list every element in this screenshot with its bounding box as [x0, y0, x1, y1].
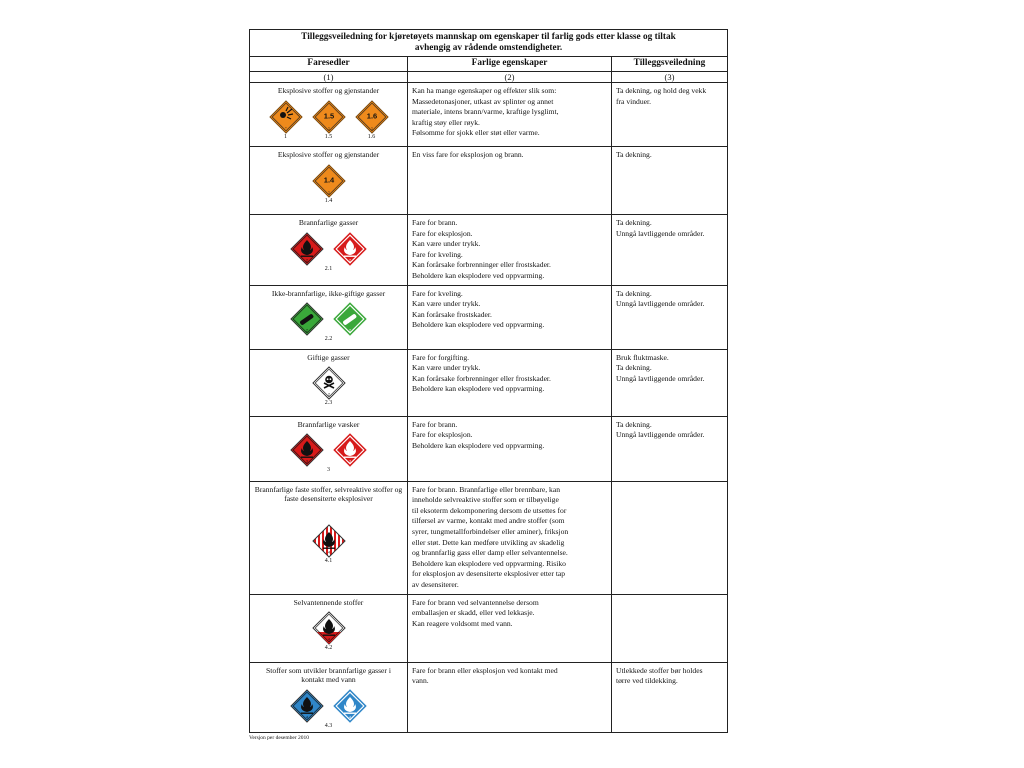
hazard-property-line: Kan være under trykk.: [412, 299, 481, 309]
bomb-explosion-icon: [269, 100, 303, 134]
hazard-label-cell: [250, 215, 408, 286]
placard: [290, 302, 324, 336]
hazard-property-line: eller støt. Dette kan medføre utvikling av skadelig: [412, 537, 565, 547]
guidance-line: Ta dekning.: [616, 218, 652, 227]
placard: [333, 232, 367, 266]
table-title: [250, 30, 728, 57]
hazard-property-line: Fare for eksplosjon.: [412, 430, 473, 440]
guidance-cell: [612, 416, 728, 481]
hazard-property-line: inneholde selvreaktive stoffer som er tilbøyelige: [412, 495, 559, 505]
placard-class-number: 2: [349, 328, 351, 333]
hazard-property-line: tilførsel av varme, kontakt med andre stoffer (som: [412, 516, 565, 526]
hazard-class-name: Eksplosive stoffer og gjenstander: [277, 86, 380, 95]
division-1-6-icon: [355, 100, 389, 134]
hazard-property-line: Beholdere kan eksplodere ved oppvarming.: [412, 440, 545, 450]
placard-label: 1.5: [324, 133, 333, 140]
column-header-faresedler: Faresedler: [250, 57, 408, 72]
placard: [355, 100, 389, 141]
hazard-label-cell: [250, 147, 408, 215]
guidance-cell: [612, 147, 728, 215]
guidance-line: Unngå lavtliggende områder.: [616, 373, 705, 383]
placard-division-text: 1.5: [323, 111, 334, 120]
guidance-cell: [612, 285, 728, 349]
hazard-label-cell: [250, 349, 408, 416]
hazard-property-line: Fare for kveling.: [412, 288, 463, 298]
guidance-line: Ta dekning, og hold deg vekk: [616, 86, 707, 95]
hazard-class-name: Brannfarlige væsker: [297, 419, 360, 429]
guidance-line: tørre ved tildekking.: [616, 676, 678, 686]
hazard-division-number: 2.3: [324, 400, 333, 407]
hazard-division-number: 4.2: [324, 645, 333, 652]
document-page: [249, 29, 727, 741]
hazard-property-line: Fare for kveling.: [412, 249, 463, 259]
column-header-tilleggsveiledning: Tilleggsveiledning: [612, 57, 728, 72]
table-title-line-1: Tilleggsveiledning for kjøretøyets mannskap om egenskaper til farlig gods etter klasse og tiltak: [301, 32, 676, 42]
placard-class-number: 4: [327, 550, 330, 555]
hazard-property-line: Fare for forgifting.: [412, 352, 470, 362]
table-title-line-2: avhengig av rådende omstendigheter.: [414, 43, 563, 53]
placard-division-text: 1.4: [323, 175, 334, 184]
table-row: [250, 349, 728, 416]
placard-class-number: 4: [327, 637, 330, 642]
placard-class-number: 1: [327, 190, 330, 194]
placard: [290, 689, 324, 723]
guidance-line: Utlekkede stoffer bør holdes: [616, 665, 703, 675]
hazard-property-line: vann.: [412, 676, 429, 686]
hazard-property-line: Beholdere kan eksplodere ved oppvarming.: [412, 270, 545, 280]
guidance-line: Unngå lavtliggende områder.: [616, 299, 705, 309]
guidance-table: [249, 29, 728, 733]
hazard-property-line: emballasjen er skadd, eller ved lekkasje.: [412, 608, 535, 618]
hazard-class-name: Ikke-brannfarlige, ikke-giftige gasser: [271, 288, 386, 298]
table-row: [250, 285, 728, 349]
flame-icon: [333, 689, 367, 723]
table-row: [250, 83, 728, 147]
column-number-1: (1): [250, 72, 408, 83]
hazard-division-number: 2.1: [324, 265, 333, 272]
hazard-properties-cell: [408, 349, 612, 416]
table-row: [250, 594, 728, 662]
guidance-cell: [612, 662, 728, 732]
hazard-properties-cell: [408, 662, 612, 732]
placard-label: 1.6: [367, 133, 376, 140]
hazard-division-number: 4.3: [324, 722, 333, 729]
placard-class-number: 3: [349, 459, 351, 464]
hazard-property-line: Beholdere kan eksplodere ved oppvarming. Risiko: [412, 558, 566, 568]
placard-division-text: 1.6: [366, 111, 377, 120]
hazard-property-line: En viss fare for eksplosjon og brann.: [412, 150, 524, 159]
hazard-property-line: til eksoterm dekomponering dersom de utsettes for: [412, 505, 567, 515]
placard-class-number: 2: [306, 258, 308, 262]
placard-class-number: 1: [327, 126, 330, 130]
hazard-division-number: 1.4: [324, 197, 333, 204]
table-row: [250, 662, 728, 732]
placard: [290, 232, 324, 266]
guidance-line: fra vinduer.: [616, 96, 652, 106]
placard-class-number: 4: [306, 715, 308, 720]
guidance-line: Ta dekning.: [616, 288, 652, 298]
hazard-class-name: Selvantennende stoffer: [293, 597, 364, 607]
placard: [269, 100, 303, 141]
hazard-label-cell: [250, 416, 408, 481]
guidance-line: Unngå lavtliggende områder.: [616, 228, 705, 238]
placard-label: 1: [284, 133, 287, 140]
hazard-property-line: Følsomme for sjokk eller støt eller varme.: [412, 128, 540, 138]
hazard-property-line: Beholdere kan eksplodere ved oppvarming.: [412, 320, 545, 330]
placard-class-number: 2: [306, 328, 308, 333]
flame-icon: [290, 689, 324, 723]
hazard-class-name: Giftige gasser: [307, 352, 350, 362]
hazard-label-cell: [250, 662, 408, 732]
hazard-property-line: kraftig støy eller røyk.: [412, 117, 480, 127]
placard: [312, 611, 346, 645]
flame-icon: [290, 232, 324, 266]
hazard-property-line: av desensiterer.: [412, 579, 459, 589]
hazard-division-number: 4.1: [324, 557, 333, 564]
placard: [312, 164, 346, 198]
guidance-line: Ta dekning.: [616, 363, 652, 373]
hazard-property-line: Kan forårsake forbrenninger eller frostskader.: [412, 260, 551, 270]
hazard-property-line: Kan ha mange egenskaper og effekter slik som:: [412, 86, 557, 95]
flame-icon: [290, 433, 324, 467]
placard: [333, 689, 367, 723]
hazard-label-cell: [250, 481, 408, 594]
placard-class-number: 2: [327, 392, 330, 397]
placard-group: [254, 164, 403, 198]
guidance-cell: [612, 83, 728, 147]
version-note: Versjon per desember 2010: [249, 734, 310, 741]
hazard-properties-cell: [408, 285, 612, 349]
placard-class-number: 3: [306, 459, 308, 464]
placard: [290, 433, 324, 467]
hazard-properties-cell: [408, 594, 612, 662]
guidance-line: Ta dekning.: [616, 419, 652, 429]
placard-group: [254, 366, 403, 400]
table-row: [250, 147, 728, 215]
placard-class-number: 1: [370, 126, 373, 130]
placard: [333, 433, 367, 467]
hazard-property-line: Kan forårsake frostskader.: [412, 309, 492, 319]
hazard-properties-cell: [408, 215, 612, 286]
placard-class-number: *: [284, 126, 287, 130]
hazard-property-line: Fare for brann.: [412, 218, 458, 227]
hazard-properties-cell: [408, 416, 612, 481]
hazard-property-line: syrer, tungmetallforbindelser eller aminer), friksjon: [412, 526, 569, 536]
column-header-farlige-egenskaper: Farlige egenskaper: [408, 57, 612, 72]
guidance-cell: [612, 215, 728, 286]
placard-group: [254, 433, 403, 467]
guidance-cell: [612, 349, 728, 416]
column-number-2: (2): [408, 72, 612, 83]
flame-icon: [312, 611, 346, 645]
hazard-properties-cell: [408, 481, 612, 594]
placard: [312, 366, 346, 400]
hazard-property-line: og brannfarlig gass eller damp eller selvantennelse.: [412, 548, 568, 558]
gas-cylinder-icon: [290, 302, 324, 336]
column-number-3: (3): [612, 72, 728, 83]
hazard-property-line: Kan være under trykk.: [412, 363, 481, 373]
hazard-property-line: Fare for eksplosjon.: [412, 228, 473, 238]
placard-group: [254, 611, 403, 645]
table-row: [250, 481, 728, 594]
flame-icon: [333, 232, 367, 266]
table-row: [250, 215, 728, 286]
placard: [333, 302, 367, 336]
hazard-class-name: Stoffer som utvikler brannfarlige gasser i kontakt med vann: [266, 665, 391, 685]
hazard-property-line: Fare for brann.: [412, 419, 458, 429]
placard: [312, 524, 346, 558]
flame-striped-icon: [312, 524, 346, 558]
hazard-property-line: Kan reagere voldsomt med vann.: [412, 618, 513, 628]
guidance-line: Unngå lavtliggende områder.: [616, 430, 705, 440]
placard: [312, 100, 346, 141]
placard-class-number: 4: [349, 715, 351, 720]
hazard-properties-cell: [408, 147, 612, 215]
placard-group: [254, 100, 403, 141]
hazard-label-cell: [250, 83, 408, 147]
hazard-property-line: Massedetonasjoner, utkast av splinter og annet: [412, 96, 554, 106]
hazard-property-line: Fare for brann ved selvantennelse dersom: [412, 597, 539, 607]
placard-group: [254, 689, 403, 723]
hazard-property-line: Kan forårsake forbrenninger eller frostskader.: [412, 373, 551, 383]
hazard-properties-cell: [408, 83, 612, 147]
hazard-class-name: Eksplosive stoffer og gjenstander: [277, 150, 380, 159]
skull-crossbones-icon: [312, 366, 346, 400]
hazard-label-cell: [250, 594, 408, 662]
division-1-4-icon: [312, 164, 346, 198]
hazard-property-line: Fare for brann eller eksplosjon ved kontakt med: [412, 665, 558, 675]
hazard-class-name: Brannfarlige faste stoffer, selvreaktive stoffer og faste desensiterte eksplosiver: [254, 484, 403, 504]
placard-group: [254, 302, 403, 336]
placard-group: [254, 524, 403, 558]
guidance-cell: [612, 594, 728, 662]
table-row: [250, 416, 728, 481]
guidance-line: Ta dekning.: [616, 150, 652, 159]
guidance-line: Bruk fluktmaske.: [616, 352, 669, 362]
hazard-property-line: Beholdere kan eksplodere ved oppvarming.: [412, 384, 545, 394]
placard-group: [254, 232, 403, 266]
hazard-property-line: Kan være under trykk.: [412, 239, 481, 249]
hazard-property-line: materiale, intens brann/varme, kraftige lysglimt,: [412, 107, 559, 117]
guidance-cell: [612, 481, 728, 594]
hazard-property-line: for eksplosjon av desensiterte eksplosiver etter tap: [412, 569, 566, 579]
hazard-property-line: Fare for brann. Brannfarlige eller brennbare, kan: [412, 484, 561, 494]
hazard-division-number: 3: [327, 467, 330, 474]
division-1-5-icon: [312, 100, 346, 134]
hazard-class-name: Brannfarlige gasser: [298, 218, 359, 227]
gas-cylinder-icon: [333, 302, 367, 336]
placard-class-number: 2: [349, 258, 351, 262]
hazard-division-number: 2.2: [324, 336, 333, 343]
hazard-label-cell: [250, 285, 408, 349]
flame-icon: [333, 433, 367, 467]
